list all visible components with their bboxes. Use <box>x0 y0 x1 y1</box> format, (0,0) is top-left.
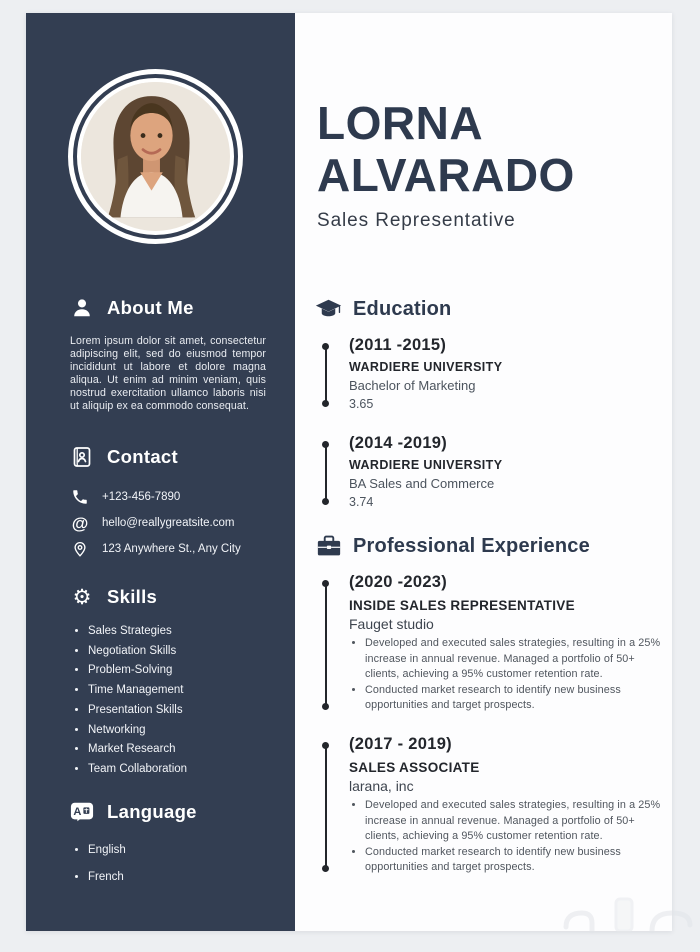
education-entry <box>322 336 667 411</box>
contact-section <box>70 445 266 562</box>
phone-number: +123-456-7890 <box>102 491 181 503</box>
experience-entry <box>322 573 667 714</box>
at-sign-icon: @ <box>71 513 89 533</box>
education-dates: (2014 -2019) <box>349 434 448 452</box>
timeline-rail <box>322 441 330 505</box>
experience-bullet: • Conducted market research to identify new business opportunities and target prospects. <box>365 845 667 876</box>
education-degree: BA Sales and Commerce <box>349 476 495 491</box>
experience-bullet: • Developed and executed sales strategies, resulting in a 25% increase in annual revenue. Managed a portfolio of 50+ clients, achieving a 95% customer retention rate. <box>365 636 667 683</box>
timeline-rail <box>322 742 330 872</box>
experience-role: INSIDE SALES REPRESENTATIVE <box>349 598 575 613</box>
profile-photo <box>77 78 234 235</box>
experience-company: Fauget studio <box>349 616 434 632</box>
contact-phone-row <box>70 484 266 510</box>
education-entries <box>322 336 667 509</box>
skills-heading: Skills <box>107 586 158 607</box>
language-heading-row <box>70 800 266 824</box>
experience-heading: Professional Experience <box>353 534 590 557</box>
experience-role: SALES ASSOCIATE <box>349 759 480 775</box>
contact-heading: Contact <box>107 446 178 467</box>
contact-email-row <box>70 510 266 536</box>
education-heading-row <box>315 296 667 322</box>
education-school: WARDIERE UNIVERSITY <box>349 458 503 472</box>
skill-item: • Presentation Skills <box>88 701 266 721</box>
contact-list <box>70 484 266 562</box>
about-heading-row <box>70 296 266 320</box>
about-heading: About Me <box>107 297 194 318</box>
experience-heading-row <box>315 533 667 559</box>
experience-dates: (2020 -2023) <box>349 573 448 591</box>
profile-photo-ring <box>68 69 243 244</box>
experience-bullets <box>349 636 667 714</box>
education-gpa: 3.74 <box>349 495 374 509</box>
svg-text:A: A <box>73 806 82 819</box>
skill-item: • Market Research <box>88 740 266 760</box>
experience-dates: (2017 - 2019) <box>349 734 452 753</box>
language-list <box>70 837 266 891</box>
education-heading: Education <box>353 297 452 320</box>
person-icon <box>70 296 94 320</box>
contact-address-row <box>70 536 266 562</box>
education-degree: Bachelor of Marketing <box>349 378 476 393</box>
translate-icon <box>70 800 94 824</box>
about-section <box>70 296 266 412</box>
education-dates: (2011 -2015) <box>349 336 447 354</box>
skills-section <box>70 585 266 780</box>
education-entry <box>322 434 667 509</box>
education-gpa: 3.65 <box>349 397 374 411</box>
person-name-line1: LORNA <box>317 97 484 149</box>
skill-item: • Time Management <box>88 681 266 701</box>
person-name-line2: ALVARADO <box>317 149 575 201</box>
skills-list <box>70 622 266 780</box>
experience-section <box>315 533 667 899</box>
education-school: WARDIERE UNIVERSITY <box>349 360 503 374</box>
job-title: Sales Representative <box>317 210 516 231</box>
location-pin-icon <box>70 539 90 559</box>
education-section <box>315 296 667 532</box>
briefcase-icon <box>315 533 342 559</box>
timeline-rail <box>322 343 330 407</box>
name-block <box>317 97 575 232</box>
skill-item: • Sales Strategies <box>88 622 266 642</box>
experience-entries <box>322 573 667 876</box>
skill-item: • Networking <box>88 721 266 741</box>
graduation-cap-icon <box>315 296 342 322</box>
skill-item: • Problem-Solving <box>88 661 266 681</box>
timeline-rail <box>322 580 330 710</box>
phone-icon <box>70 487 90 507</box>
portrait-illustration <box>81 82 222 223</box>
sidebar <box>26 13 295 931</box>
experience-bullets <box>349 798 667 876</box>
experience-bullet: • Developed and executed sales strategies, resulting in a 25% increase in annual revenue. Managed a portfolio of 50+ clients, achieving a 95% customer retention rate. <box>365 798 667 845</box>
street-address: 123 Anywhere St., Any City <box>102 543 241 555</box>
language-item: • English <box>88 837 266 864</box>
site-watermark-logo <box>558 887 698 950</box>
language-item: • French <box>88 864 266 891</box>
about-body-text: Lorem ipsum dolor sit amet, consectetur adipiscing elit, sed do eiusmod tempor incididunt ut labore et dolore magna aliqua. Ut enim ad minim veniam, quis nostrud exercitation ullamco laboris nisi ut aliquip ex ea commodo consequat. <box>70 335 266 412</box>
skill-item: • Team Collaboration <box>88 760 266 780</box>
resume-page <box>26 13 672 931</box>
experience-entry <box>322 735 667 876</box>
language-heading: Language <box>107 801 197 822</box>
experience-bullet: • Conducted market research to identify new business opportunities and target prospects. <box>365 683 667 714</box>
language-section <box>70 800 266 891</box>
skill-item: • Negotiation Skills <box>88 642 266 662</box>
email-address: hello@reallygreatsite.com <box>102 517 235 529</box>
skills-heading-row <box>70 585 266 609</box>
contact-heading-row <box>70 445 266 469</box>
contact-book-icon <box>70 445 94 469</box>
gear-icon: ⚙ <box>72 584 92 609</box>
experience-company: larana, inc <box>349 777 414 794</box>
